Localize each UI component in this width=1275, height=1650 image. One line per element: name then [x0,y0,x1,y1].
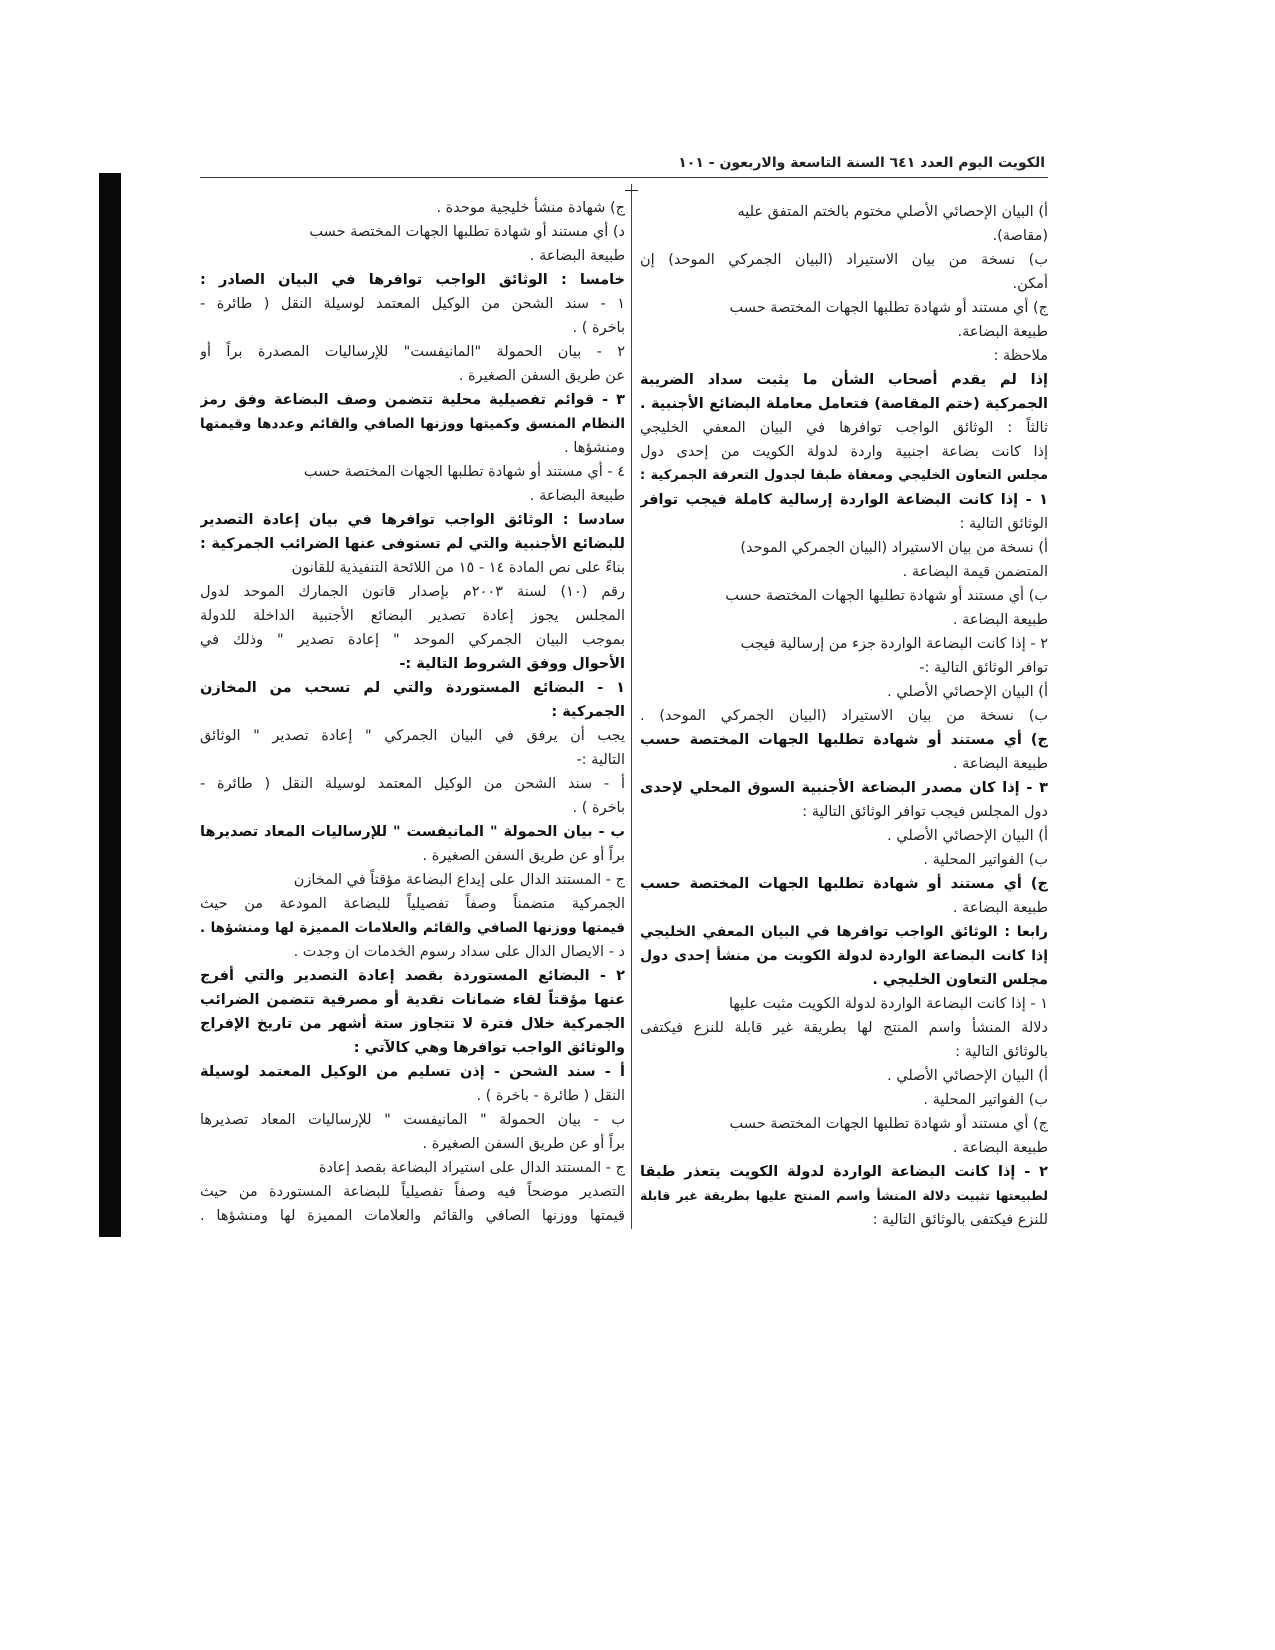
text-line: النظام المنسق وكميتها ووزنها الصافي والقائم وعددها وقيمتها [200,416,625,432]
text-line: ب - بيان الحمولة " المانيفست " للإرساليات المعاد تصديرها [200,824,625,840]
text-line: ج - المستند الدال على استيراد البضاعة بقصد إعادة [318,1160,625,1176]
text-line: للبضائع الأجنبية والتي لم تستوفى عنها الضرائب الجمركية : [200,536,625,552]
text-line: ١ - سند الشحن من الوكيل المعتمد لوسيلة النقل ( طائرة - [200,296,625,312]
text-line: ٢ - إذا كانت البضاعة الواردة لدولة الكويت يتعذر طبقا [640,1164,1048,1180]
text-line: أ) البيان الإحصائي الأصلي مختوم بالختم المتفق عليه [737,204,1048,220]
text-line: طبيعة البضاعة. [957,324,1048,340]
text-line: طبيعة البضاعة . [952,900,1048,916]
text-line: ٤ - أي مستند أو شهادة تطلبها الجهات المختصة حسب [303,464,625,480]
header-rule [200,177,1048,178]
text-line: للنزع فيكتفى بالوثائق التالية : [872,1212,1048,1228]
text-line: ومنشؤها . [564,440,625,456]
right-text-column [640,200,1048,1232]
text-line: أ) البيان الإحصائي الأصلي . [887,1068,1048,1084]
text-line: ج) أي مستند أو شهادة تطلبها الجهات المختصة حسب [640,732,1048,748]
text-line: ب) نسخة من بيان الاستيراد (البيان الجمركي الموحد) إن [640,252,1048,268]
text-line: قيمتها ووزنها الصافي والقائم والعلامات المميزة لها ومنشؤها . [200,1208,625,1224]
text-line: أ) نسخة من بيان الاستيراد (البيان الجمركي الموحد) [740,540,1048,556]
text-line: الجمركية : [551,704,625,720]
text-line: الوثائق التالية : [959,516,1048,532]
text-line: طبيعة البضاعة . [952,1140,1048,1156]
text-line: عنها مؤقتاً لقاء ضمانات نقدية أو مصرفية تتضمن الضرائب [200,992,625,1008]
text-line: دول المجلس فيجب توافر الوثائق التالية : [802,804,1048,820]
text-line: والوثائق الواجب توافرها وهي كالآتي : [353,1040,625,1056]
text-line: المجلس يجوز إعادة تصدير البضائع الأجنبية الداخلة للدولة [200,608,625,624]
text-line: إذا كانت بضاعة اجنبية واردة لدولة الكويت من إحدى دول [640,444,1048,460]
text-line: المتضمن قيمة البضاعة . [902,564,1048,580]
text-line: مجلس التعاون الخليجي ومعفاة طبقا لجدول التعرفة الجمركية : [640,468,1048,483]
text-line: باخرة ) . [572,800,625,816]
text-line: ج) أي مستند أو شهادة تطلبها الجهات المختصة حسب [729,1116,1048,1132]
text-line: ثالثاً : الوثائق الواجب توافرها في البيان المعفي الخليجي [640,420,1048,436]
text-line: سادسا : الوثائق الواجب توافرها في بيان إعادة التصدير [200,512,625,528]
text-line: ج) أي مستند أو شهادة تطلبها الجهات المختصة حسب [640,876,1048,892]
text-line: الجمركية خلال فترة لا تتجاوز ستة أشهر من تاريخ الإفراج [200,1016,625,1032]
text-line: قيمتها ووزنها الصافي والقائم والعلامات المميزة لها ومنشؤها . [200,920,625,936]
text-line: ٣ - قوائم تفصيلية محلية تتضمن وصف البضاعة وفق رمز [200,392,625,408]
text-line: ب) نسخة من بيان الاستيراد (البيان الجمركي الموحد) . [640,708,1048,724]
text-line: ١ - إذا كانت البضاعة الواردة إرسالية كاملة فيجب توافر [640,492,1048,508]
text-line: طبيعة البضاعة . [952,756,1048,772]
text-line: عن طريق السفن الصغيرة . [458,368,625,384]
text-line: الجمركية (ختم المقاصة) فتعامل معاملة البضائع الأجنبية . [640,396,1048,412]
text-line: ب) أي مستند أو شهادة تطلبها الجهات المختصة حسب [725,588,1048,604]
text-line: د - الايصال الدال على سداد رسوم الخدمات ان وجدت . [293,944,625,960]
page-header-title: الكويت اليوم العدد ٦٤١ السنة التاسعة والاربعون - ١٠١ [678,155,1045,171]
text-line: التصدير موضحاً فيه وصفاً تفصيلياً للبضاعة المستوردة من حيث [200,1184,625,1200]
text-line: الأحوال ووفق الشروط التالية :- [399,656,625,672]
text-line: لطبيعتها تثبيت دلالة المنشأ واسم المنتج عليها بطريقة غير قابلة [640,1188,1048,1203]
text-line: مجلس التعاون الخليجي . [872,972,1048,988]
text-line: براً أو عن طريق السفن الصغيرة . [422,1136,625,1152]
scan-binding-shadow [99,173,121,1237]
text-line: ١ - إذا كانت البضاعة الواردة لدولة الكويت مثبت عليها [728,996,1048,1012]
column-divider-mark [625,190,638,191]
text-line: ٢ - إذا كانت البضاعة الواردة جزء من إرسالية فيجب [740,636,1048,652]
text-line: ١ - البضائع المستوردة والتي لم تسحب من المخازن [200,680,625,696]
text-line: التالية :- [576,752,625,768]
text-line: أ) البيان الإحصائي الأصلي . [887,828,1048,844]
text-line: رابعا : الوثائق الواجب توافرها في البيان المعفي الخليجي [640,924,1048,940]
text-line: إذا كانت البضاعة الواردة لدولة الكويت من منشأ إحدى دول [640,948,1048,964]
text-line: ٢ - البضائع المستوردة بقصد إعادة التصدير والتي أفرج [200,968,625,984]
text-line: توافر الوثائق التالية :- [919,660,1048,676]
text-line: ب - بيان الحمولة " المانيفست " للإرساليات المعاد تصديرها [200,1112,625,1128]
text-line: ملاحظة : [993,348,1048,364]
column-divider [631,184,632,1229]
left-text-column [200,196,625,1228]
text-line: باخرة ) . [572,320,625,336]
text-line: ٢ - بيان الحمولة "المانيفست" للإرساليات المصدرة براً أو [200,344,625,360]
text-line: أ - سند الشحن - إذن تسليم من الوكيل المعتمد لوسيلة [200,1064,625,1080]
text-line: إذا لم يقدم أصحاب الشأن ما يثبت سداد الضريبة [640,372,1048,388]
text-line: ج - المستند الدال على إيداع البضاعة مؤقتاً في المخازن [293,872,625,888]
text-line: (مقاصة). [992,228,1048,244]
text-line: أ) البيان الإحصائي الأصلي . [887,684,1048,700]
text-line: أمكن. [1012,276,1048,292]
text-line: ج) أي مستند أو شهادة تطلبها الجهات المختصة حسب [729,300,1048,316]
text-line: ج) شهادة منشأ خليجية موحدة . [436,200,625,216]
text-line: خامسا : الوثائق الواجب توافرها في البيان الصادر : [200,272,625,288]
text-line: النقل ( طائرة - باخرة ) . [476,1088,625,1104]
text-line: طبيعة البضاعة . [952,612,1048,628]
text-line: طبيعة البضاعة . [529,248,625,264]
text-line: بموجب البيان الجمركي الموحد " إعادة تصدير " وذلك في [200,632,625,648]
text-line: دلالة المنشأ واسم المنتج لها بطريقة غير قابلة للنزع فيكتفى [640,1020,1048,1036]
text-line: ب) الفواتير المحلية . [923,852,1048,868]
text-line: يجب أن يرفق في البيان الجمركي " إعادة تصدير " الوثائق [200,728,625,744]
text-line: ب) الفواتير المحلية . [923,1092,1048,1108]
text-line: طبيعة البضاعة . [529,488,625,504]
text-line: أ - سند الشحن من الوكيل المعتمد لوسيلة النقل ( طائرة - [200,776,625,792]
text-line: براً أو عن طريق السفن الصغيرة . [422,848,625,864]
text-line: الجمركية متضمناً وصفاً تفصيلياً للبضاعة المودعة من حيث [200,896,625,912]
text-line: بالوثائق التالية : [955,1044,1048,1060]
text-line: ٣ - إذا كان مصدر البضاعة الأجنبية السوق المحلي لإحدى [640,780,1048,796]
text-line: بناءً على نص المادة ١٤ - ١٥ من اللائحة التنفيذية للقانون [291,560,625,576]
text-line: د) أي مستند أو شهادة تطلبها الجهات المختصة حسب [309,224,625,240]
text-line: رقم (١٠) لسنة ٢٠٠٣م بإصدار قانون الجمارك الموحد لدول [200,584,625,600]
